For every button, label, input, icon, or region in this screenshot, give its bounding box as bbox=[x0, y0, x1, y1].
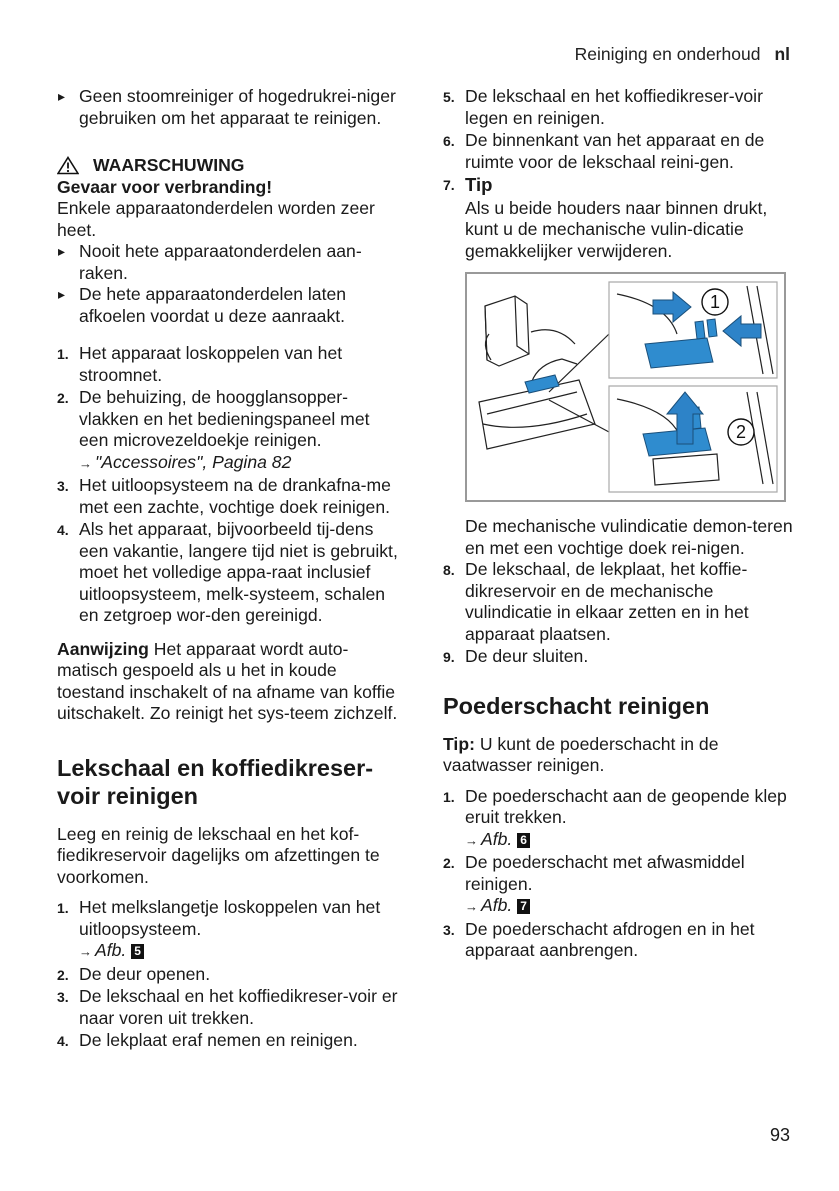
cross-reference-link[interactable]: → "Accessoires", Pagina 82 bbox=[79, 451, 292, 472]
figure-number-badge: 5 bbox=[131, 944, 144, 959]
note-paragraph: Aanwijzing Het apparaat wordt auto-matisch gespoeld als u het in koude toestand inschakelt of na afname van koffie uitschakelt. Zo reinigt het sys-teem zichzelf. bbox=[57, 638, 398, 723]
list-item: 4. Als het apparaat, bijvoorbeeld tij-dens een vakantie, langere tijd niet is gebruikt, moet het volledige appa-raat inclusief uitloopsysteem, melk-systeem, schalen en zetgroep wor-den gereinigd. bbox=[57, 519, 398, 625]
list-item: 3. Het uitloopsysteem na de drankafna-me met een zachte, vochtige doek reinigen. bbox=[57, 475, 391, 517]
warning-subtitle: Gevaar voor verbranding! bbox=[57, 176, 273, 197]
figure-number-badge: 6 bbox=[517, 833, 530, 848]
fill-indicator-illustration bbox=[465, 272, 786, 502]
fill-indicator-drawing bbox=[467, 274, 784, 500]
section-intro: Leeg en reinig de lekschaal en het kof-fiedikreservoir dagelijks om afzettingen te voorkomen. bbox=[57, 823, 380, 887]
list-item: 8. De lekschaal, de lekplaat, het koffie-dikreservoir en de mechanische vulindicatie in elkaar zetten en in het apparaat plaatsen. bbox=[443, 559, 749, 644]
list-item: 1. Het apparaat loskoppelen van het stroomnet. bbox=[57, 343, 343, 385]
page-number: 93 bbox=[769, 1125, 790, 1145]
figure-reference-link[interactable]: → Afb. 7 bbox=[465, 895, 793, 918]
list-item: 2. De deur openen. bbox=[57, 963, 211, 984]
warning-text: Enkele apparaatonderdelen worden zeer heet. bbox=[57, 198, 375, 240]
warning-bullet: ▸ De hete apparaatonderdelen laten afkoelen voordat u deze aanraakt. bbox=[57, 284, 402, 327]
language-code: nl bbox=[774, 44, 790, 64]
list-item: 1. Het melkslangetje loskoppelen van het uitloopsysteem. → Afb. 5 bbox=[57, 897, 402, 963]
list-item: 6. De binnenkant van het apparaat en de ruimte voor de lekschaal reini-gen. bbox=[443, 130, 765, 172]
page-header bbox=[575, 44, 790, 66]
powder-tip: Tip: U kunt de poederschacht in de vaatwasser reinigen. bbox=[443, 733, 719, 775]
figure-reference-link[interactable]: → Afb. 6 bbox=[465, 829, 793, 852]
list-item: 9. De deur sluiten. bbox=[443, 646, 589, 666]
section-title-drip-tray: Lekschaal en koffiedikreser-voir reinigen bbox=[57, 754, 374, 809]
warning-bullet: ▸ Nooit hete apparaatonderdelen aan-raken. bbox=[57, 241, 402, 284]
list-item: 7. Tip bbox=[443, 174, 493, 195]
list-item: 1. De poederschacht aan de geopende klep eruit trekken. → Afb. 6 bbox=[443, 786, 793, 852]
warning-triangle-icon bbox=[57, 156, 79, 175]
reassembly-steps-list bbox=[443, 559, 793, 668]
warning-title: WAARSCHUWING bbox=[93, 155, 245, 175]
warning-heading bbox=[57, 155, 402, 177]
left-column bbox=[57, 86, 402, 1053]
list-item: 4. De lekplaat eraf nemen en reinigen. bbox=[57, 1030, 358, 1050]
arrow-right-icon: → bbox=[79, 944, 92, 959]
list-item: 3. De lekschaal en het koffiedikreser-voir er naar voren uit trekken. bbox=[57, 986, 398, 1028]
list-item: 2. De poederschacht met afwasmiddel reinigen. → Afb. 7 bbox=[443, 852, 793, 918]
section-name: Reiniging en onderhoud bbox=[574, 44, 761, 64]
section-title-powder-chute: Poederschacht reinigen bbox=[443, 692, 710, 719]
cleaning-steps-continued bbox=[443, 86, 793, 197]
list-item: 2. De behuizing, de hoogglansopper-vlakken en het bedieningspaneel met een microvezeldoekje reinigen. → "Accessoires", Pagina 82 bbox=[57, 387, 402, 474]
figure-reference-link[interactable]: → Afb. 5 bbox=[79, 940, 402, 963]
figure-number-badge: 7 bbox=[517, 899, 530, 914]
list-item: 5. De lekschaal en het koffiedikreser-voir legen en reinigen. bbox=[443, 86, 763, 128]
callout-number-1: 1 bbox=[709, 292, 721, 312]
arrow-right-icon: → bbox=[465, 899, 478, 914]
arrow-right-icon: → bbox=[79, 455, 92, 471]
bullet-no-steam-cleaner: ▸ Geen stoomreiniger of hogedrukrei-niger gebruiken om het apparaat te reinigen. bbox=[57, 86, 402, 129]
arrow-right-icon: → bbox=[465, 832, 478, 848]
list-item: 3. De poederschacht afdrogen en in het apparaat aanbrengen. bbox=[443, 918, 755, 960]
right-column bbox=[443, 86, 793, 963]
callout-number-2: 2 bbox=[735, 422, 747, 442]
after-image-text: De mechanische vulindicatie demon-teren en met een vochtige doek rei-nigen. bbox=[465, 516, 793, 558]
tip-text: Als u beide houders naar binnen drukt, kunt u de mechanische vulin-dicatie gemakkelijker verwijderen. bbox=[465, 197, 768, 261]
cleaning-steps-list bbox=[57, 343, 402, 627]
drip-tray-steps-list bbox=[57, 897, 402, 1052]
powder-steps-list bbox=[443, 786, 793, 962]
